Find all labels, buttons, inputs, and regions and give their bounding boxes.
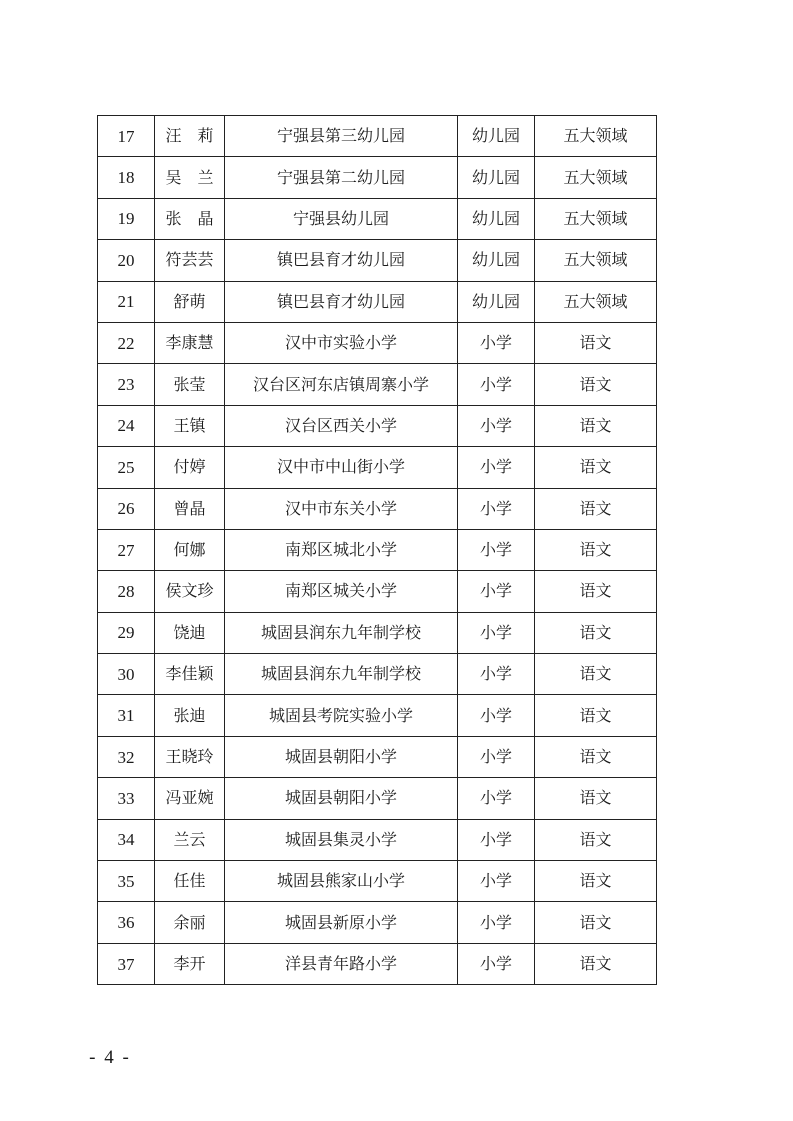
subject-cell: 语文	[535, 654, 657, 695]
subject-cell: 语文	[535, 736, 657, 777]
school-name-cell: 洋县青年路小学	[225, 943, 458, 984]
school-name-cell: 镇巴县育才幼儿园	[225, 281, 458, 322]
table-row	[98, 695, 657, 736]
school-level-cell: 小学	[458, 322, 535, 363]
subject-cell: 五大领域	[535, 198, 657, 239]
school-name-cell: 宁强县幼儿园	[225, 198, 458, 239]
roster-table-body	[98, 116, 657, 985]
school-name-cell: 南郑区城北小学	[225, 529, 458, 570]
school-level-cell: 小学	[458, 612, 535, 653]
table-row	[98, 654, 657, 695]
subject-cell: 语文	[535, 612, 657, 653]
table-row	[98, 322, 657, 363]
table-row	[98, 116, 657, 157]
table-row	[98, 778, 657, 819]
subject-cell: 语文	[535, 447, 657, 488]
row-number-cell: 26	[98, 488, 155, 529]
row-number-cell: 30	[98, 654, 155, 695]
table-row	[98, 571, 657, 612]
teacher-name-cell: 舒萌	[155, 281, 225, 322]
school-level-cell: 幼儿园	[458, 281, 535, 322]
subject-cell: 语文	[535, 488, 657, 529]
school-name-cell: 城固县朝阳小学	[225, 736, 458, 777]
row-number-cell: 17	[98, 116, 155, 157]
row-number-cell: 36	[98, 902, 155, 943]
subject-cell: 语文	[535, 819, 657, 860]
teacher-name-cell: 吴 兰	[155, 157, 225, 198]
row-number-cell: 20	[98, 240, 155, 281]
school-name-cell: 宁强县第二幼儿园	[225, 157, 458, 198]
teacher-name-cell: 饶迪	[155, 612, 225, 653]
roster-table-container	[97, 115, 656, 985]
teacher-name-cell: 张 晶	[155, 198, 225, 239]
table-row	[98, 943, 657, 984]
teacher-name-cell: 任佳	[155, 861, 225, 902]
teacher-name-cell: 张迪	[155, 695, 225, 736]
teacher-name-cell: 李康慧	[155, 322, 225, 363]
row-number-cell: 29	[98, 612, 155, 653]
school-level-cell: 小学	[458, 654, 535, 695]
subject-cell: 五大领域	[535, 281, 657, 322]
teacher-name-cell: 兰云	[155, 819, 225, 860]
teacher-name-cell: 张莹	[155, 364, 225, 405]
table-row	[98, 612, 657, 653]
row-number-cell: 25	[98, 447, 155, 488]
table-row	[98, 364, 657, 405]
school-name-cell: 汉中市实验小学	[225, 322, 458, 363]
teacher-name-cell: 付婷	[155, 447, 225, 488]
row-number-cell: 28	[98, 571, 155, 612]
school-level-cell: 小学	[458, 571, 535, 612]
table-row	[98, 405, 657, 446]
teacher-name-cell: 侯文珍	[155, 571, 225, 612]
school-name-cell: 镇巴县育才幼儿园	[225, 240, 458, 281]
row-number-cell: 19	[98, 198, 155, 239]
teacher-name-cell: 冯亚婉	[155, 778, 225, 819]
teacher-name-cell: 曾晶	[155, 488, 225, 529]
teacher-name-cell: 王镇	[155, 405, 225, 446]
school-level-cell: 小学	[458, 736, 535, 777]
teacher-name-cell: 汪 莉	[155, 116, 225, 157]
table-row	[98, 240, 657, 281]
school-level-cell: 幼儿园	[458, 157, 535, 198]
subject-cell: 五大领域	[535, 157, 657, 198]
school-level-cell: 小学	[458, 488, 535, 529]
subject-cell: 五大领域	[535, 116, 657, 157]
table-row	[98, 736, 657, 777]
table-row	[98, 488, 657, 529]
subject-cell: 语文	[535, 778, 657, 819]
subject-cell: 语文	[535, 364, 657, 405]
roster-table	[97, 115, 657, 985]
school-level-cell: 幼儿园	[458, 240, 535, 281]
table-row	[98, 902, 657, 943]
school-level-cell: 小学	[458, 447, 535, 488]
row-number-cell: 27	[98, 529, 155, 570]
school-level-cell: 小学	[458, 529, 535, 570]
table-row	[98, 198, 657, 239]
school-name-cell: 城固县润东九年制学校	[225, 654, 458, 695]
school-name-cell: 城固县考院实验小学	[225, 695, 458, 736]
school-level-cell: 小学	[458, 695, 535, 736]
school-name-cell: 城固县润东九年制学校	[225, 612, 458, 653]
school-name-cell: 汉中市东关小学	[225, 488, 458, 529]
teacher-name-cell: 何娜	[155, 529, 225, 570]
school-level-cell: 小学	[458, 405, 535, 446]
row-number-cell: 32	[98, 736, 155, 777]
subject-cell: 语文	[535, 322, 657, 363]
school-level-cell: 小学	[458, 902, 535, 943]
subject-cell: 语文	[535, 571, 657, 612]
teacher-name-cell: 王晓玲	[155, 736, 225, 777]
table-row	[98, 819, 657, 860]
subject-cell: 语文	[535, 943, 657, 984]
subject-cell: 语文	[535, 405, 657, 446]
school-level-cell: 小学	[458, 778, 535, 819]
school-level-cell: 小学	[458, 364, 535, 405]
row-number-cell: 18	[98, 157, 155, 198]
row-number-cell: 24	[98, 405, 155, 446]
table-row	[98, 447, 657, 488]
table-row	[98, 529, 657, 570]
table-row	[98, 157, 657, 198]
school-name-cell: 南郑区城关小学	[225, 571, 458, 612]
teacher-name-cell: 李佳颖	[155, 654, 225, 695]
row-number-cell: 34	[98, 819, 155, 860]
teacher-name-cell: 符芸芸	[155, 240, 225, 281]
school-name-cell: 汉台区西关小学	[225, 405, 458, 446]
school-level-cell: 小学	[458, 861, 535, 902]
table-row	[98, 281, 657, 322]
table-row	[98, 861, 657, 902]
school-name-cell: 汉中市中山街小学	[225, 447, 458, 488]
teacher-name-cell: 余丽	[155, 902, 225, 943]
row-number-cell: 35	[98, 861, 155, 902]
school-level-cell: 小学	[458, 943, 535, 984]
subject-cell: 语文	[535, 902, 657, 943]
subject-cell: 语文	[535, 861, 657, 902]
row-number-cell: 23	[98, 364, 155, 405]
row-number-cell: 22	[98, 322, 155, 363]
subject-cell: 五大领域	[535, 240, 657, 281]
page-number: - 4 -	[89, 1047, 131, 1068]
row-number-cell: 31	[98, 695, 155, 736]
school-level-cell: 幼儿园	[458, 198, 535, 239]
subject-cell: 语文	[535, 529, 657, 570]
row-number-cell: 33	[98, 778, 155, 819]
row-number-cell: 21	[98, 281, 155, 322]
subject-cell: 语文	[535, 695, 657, 736]
school-name-cell: 宁强县第三幼儿园	[225, 116, 458, 157]
school-level-cell: 小学	[458, 819, 535, 860]
teacher-name-cell: 李开	[155, 943, 225, 984]
school-name-cell: 汉台区河东店镇周寨小学	[225, 364, 458, 405]
school-level-cell: 幼儿园	[458, 116, 535, 157]
school-name-cell: 城固县新原小学	[225, 902, 458, 943]
school-name-cell: 城固县集灵小学	[225, 819, 458, 860]
school-name-cell: 城固县熊家山小学	[225, 861, 458, 902]
school-name-cell: 城固县朝阳小学	[225, 778, 458, 819]
row-number-cell: 37	[98, 943, 155, 984]
